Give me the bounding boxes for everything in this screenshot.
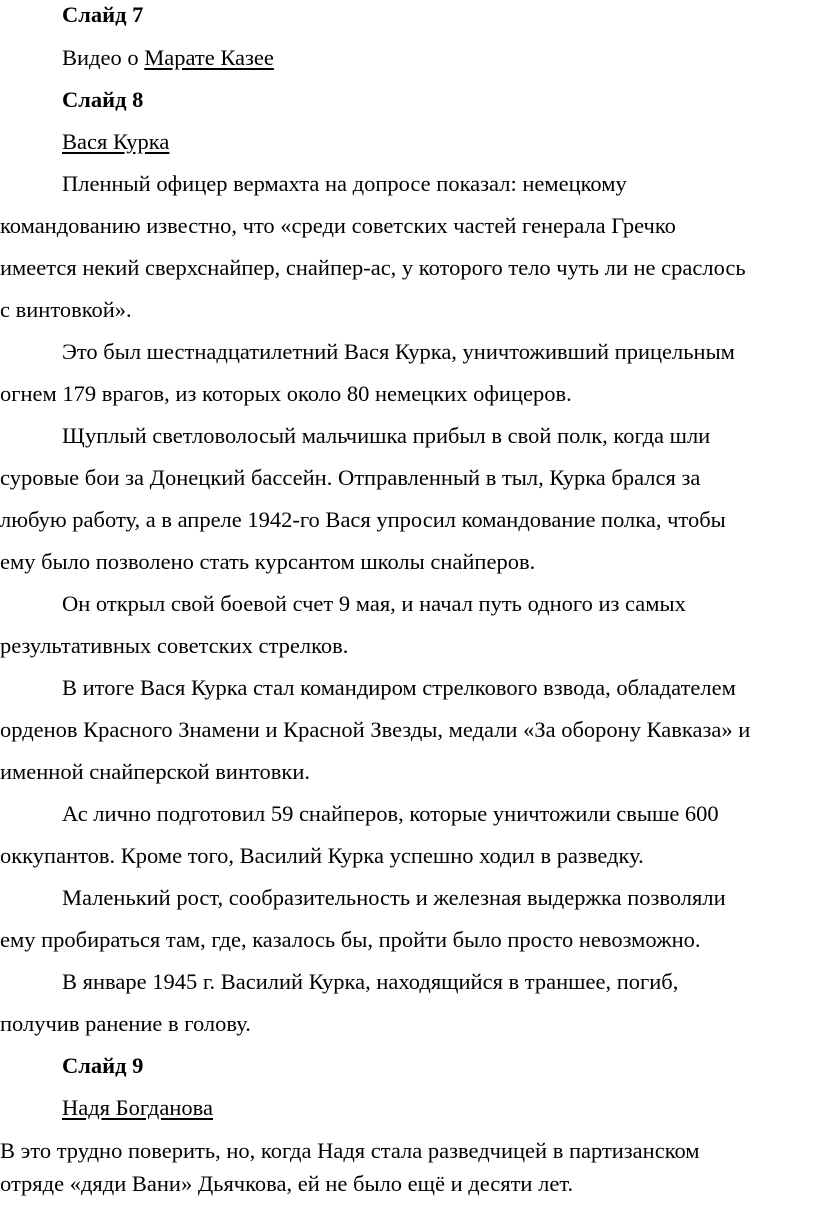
paragraph-line: В итоге Вася Курка стал командиром стрелкового взвода, обладателем [62,675,736,700]
paragraph-line: Ас лично подготовил 59 снайперов, которые уничтожили свыше 600 [62,801,719,826]
paragraph-line: В это трудно поверить, но, когда Надя стала разведчицей в партизанском [0,1138,700,1163]
paragraph-line: Он открыл свой боевой счет 9 мая, и начал путь одного из самых [62,591,686,616]
paragraph-line: результативных советских стрелков. [0,633,349,658]
slide-7-heading: Слайд 7 [62,2,144,27]
video-link-marat-kazei[interactable]: Марате Казее [144,45,274,70]
paragraph-line: огнем 179 врагов, из которых около 80 немецких офицеров. [0,381,572,406]
slide-8-heading: Слайд 8 [62,87,144,112]
paragraph-line: командованию известно, что «среди советских частей генерала Гречко [0,213,676,238]
paragraph-line: Щуплый светловолосый мальчишка прибыл в свой полк, когда шли [62,423,711,448]
slide-9-heading: Слайд 9 [62,1053,144,1078]
slide-9-title: Надя Богданова [62,1095,213,1120]
paragraph-line: Маленький рост, сообразительность и железная выдержка позволяли [62,885,726,910]
paragraph-line: суровые бои за Донецкий бассейн. Отправленный в тыл, Курка брался за [0,465,701,490]
paragraph-line: ему было позволено стать курсантом школы снайперов. [0,549,536,574]
paragraph-line: любую работу, а в апреле 1942-го Вася упросил командование полка, чтобы [0,507,726,532]
slide-8-title: Вася Курка [62,129,170,154]
paragraph-line: В январе 1945 г. Василий Курка, находящийся в траншее, погиб, [62,969,679,994]
video-prefix: Видео о [62,45,145,70]
paragraph-line: отряде «дяди Вани» Дьячкова, ей не было ещё и десяти лет. [0,1171,574,1196]
paragraph-line: оккупантов. Кроме того, Василий Курка успешно ходил в разведку. [0,843,644,868]
paragraph-line: Это был шестнадцатилетний Вася Курка, уничтоживший прицельным [62,339,735,364]
paragraph-line: ему пробираться там, где, казалось бы, пройти было просто невозможно. [0,927,701,952]
paragraph-line: именной снайперской винтовки. [0,759,311,784]
paragraph-line: имеется некий сверхснайпер, снайпер-ас, у которого тело чуть ли не сраслось [0,255,746,280]
paragraph-line: орденов Красного Знамени и Красной Звезды, медали «За оборону Кавказа» и [0,717,751,742]
paragraph-line: получив ранение в голову. [0,1011,251,1036]
paragraph-line: с винтовкой». [0,297,132,322]
paragraph-line: Пленный офицер вермахта на допросе показал: немецкому [62,171,627,196]
slide-7-video-line [62,44,274,72]
